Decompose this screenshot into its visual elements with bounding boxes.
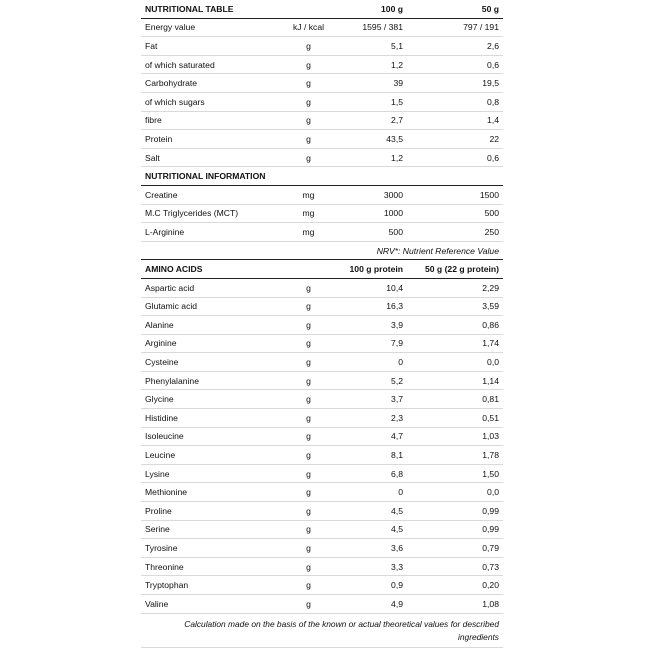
value-100g: 1,5 bbox=[391, 96, 403, 107]
value-100g: 4,9 bbox=[391, 598, 403, 609]
nutrient-name: M.C Triglycerides (MCT) bbox=[145, 208, 239, 219]
unit-cell: g bbox=[306, 431, 311, 442]
table-row bbox=[141, 539, 503, 558]
nutrient-name: of which saturated bbox=[145, 59, 215, 70]
table-row bbox=[141, 93, 503, 112]
table-row bbox=[141, 558, 503, 577]
unit-cell: g bbox=[306, 394, 311, 405]
unit-cell: g bbox=[306, 450, 311, 461]
value-100g: 7,9 bbox=[391, 338, 403, 349]
value-100g: 3,3 bbox=[391, 561, 403, 572]
nutrient-name: Arginine bbox=[145, 338, 177, 349]
value-100g: 1,2 bbox=[391, 152, 403, 163]
nrv-note-row bbox=[141, 242, 503, 261]
unit-cell: g bbox=[306, 543, 311, 554]
nutrient-name: Salt bbox=[145, 152, 160, 163]
nutrient-name: of which sugars bbox=[145, 96, 205, 107]
unit-cell: g bbox=[306, 282, 311, 293]
table-row bbox=[141, 112, 503, 131]
value-50g: 250 bbox=[484, 226, 499, 237]
value-100g: 0,9 bbox=[391, 580, 403, 591]
table-row bbox=[141, 483, 503, 502]
value-100g: 5,1 bbox=[391, 40, 403, 51]
nutrient-name: fibre bbox=[145, 115, 162, 126]
table-row bbox=[141, 353, 503, 372]
table-row bbox=[141, 372, 503, 391]
value-50g: 500 bbox=[484, 208, 499, 219]
value-100g: 5,2 bbox=[391, 375, 403, 386]
value-100g: 39 bbox=[393, 78, 403, 89]
nutrition-table bbox=[141, 0, 503, 644]
nutritional-information-header bbox=[141, 167, 503, 186]
value-50g: 0,73 bbox=[482, 561, 499, 572]
amino-acids-header bbox=[141, 260, 503, 279]
table-row bbox=[141, 521, 503, 540]
value-50g: 1,4 bbox=[487, 115, 499, 126]
value-50g: 0,0 bbox=[487, 357, 499, 368]
unit-cell: g bbox=[306, 357, 311, 368]
value-100g: 3,7 bbox=[391, 394, 403, 405]
value-100g: 0 bbox=[398, 487, 403, 498]
footnote: Calculation made on the basis of the known or actual theoretical values for described ingredients bbox=[184, 618, 499, 642]
table-row bbox=[141, 56, 503, 75]
unit-cell: g bbox=[306, 301, 311, 312]
value-100g: 3,6 bbox=[391, 543, 403, 554]
value-100g: 1,2 bbox=[391, 59, 403, 70]
unit-cell: g bbox=[306, 96, 311, 107]
table-row bbox=[141, 130, 503, 149]
value-50g: 0,86 bbox=[482, 319, 499, 330]
unit-cell: g bbox=[306, 59, 311, 70]
unit-cell: g bbox=[306, 487, 311, 498]
value-50g: 0,6 bbox=[487, 152, 499, 163]
value-50g: 1,08 bbox=[482, 598, 499, 609]
value-50g: 0,99 bbox=[482, 505, 499, 516]
column-header-50g: 50 g bbox=[481, 3, 499, 14]
value-50g: 3,59 bbox=[482, 301, 499, 312]
table-row bbox=[141, 186, 503, 205]
unit-cell: g bbox=[306, 319, 311, 330]
nutrient-name: Threonine bbox=[145, 561, 184, 572]
value-50g: 0,81 bbox=[482, 394, 499, 405]
nutrient-name: L-Arginine bbox=[145, 226, 185, 237]
value-50g: 1500 bbox=[479, 189, 499, 200]
value-50g: 2,29 bbox=[482, 282, 499, 293]
unit-cell: g bbox=[306, 133, 311, 144]
value-50g: 1,14 bbox=[482, 375, 499, 386]
nutrient-name: Carbohydrate bbox=[145, 78, 198, 89]
value-50g: 0,51 bbox=[482, 412, 499, 423]
amino-acids-rows bbox=[141, 279, 503, 614]
unit-cell: g bbox=[306, 505, 311, 516]
value-100g: 3,9 bbox=[391, 319, 403, 330]
nutrient-name: Glycine bbox=[145, 394, 174, 405]
column-header-100g-protein: 100 g protein bbox=[349, 264, 403, 275]
unit-cell: g bbox=[306, 412, 311, 423]
table-row bbox=[141, 428, 503, 447]
table-row bbox=[141, 149, 503, 168]
value-50g: 0,8 bbox=[487, 96, 499, 107]
nutrient-name: Proline bbox=[145, 505, 172, 516]
unit-cell: mg bbox=[302, 208, 315, 219]
section-title: NUTRITIONAL TABLE bbox=[145, 3, 234, 14]
nutrient-name: Creatine bbox=[145, 189, 178, 200]
nutrient-name: Valine bbox=[145, 598, 169, 609]
table-row bbox=[141, 279, 503, 298]
nutrient-name: Aspartic acid bbox=[145, 282, 195, 293]
unit-cell: kJ / kcal bbox=[292, 22, 325, 33]
nutritional-information-rows bbox=[141, 186, 503, 242]
value-100g: 0 bbox=[398, 357, 403, 368]
unit-cell: g bbox=[306, 598, 311, 609]
nutrient-name: Fat bbox=[145, 40, 158, 51]
table-row bbox=[141, 19, 503, 38]
footnote-row bbox=[141, 614, 503, 644]
nutrient-name: Protein bbox=[145, 133, 173, 144]
table-row bbox=[141, 502, 503, 521]
value-50g: 1,03 bbox=[482, 431, 499, 442]
table-row bbox=[141, 335, 503, 354]
nutrient-name: Histidine bbox=[145, 412, 178, 423]
unit-cell: g bbox=[306, 115, 311, 126]
unit-cell: g bbox=[306, 152, 311, 163]
table-row bbox=[141, 37, 503, 56]
section-title: NUTRITIONAL INFORMATION bbox=[145, 171, 266, 182]
value-100g: 3000 bbox=[383, 189, 403, 200]
value-100g: 2,3 bbox=[391, 412, 403, 423]
unit-cell: mg bbox=[302, 189, 315, 200]
nutrient-name: Energy value bbox=[145, 22, 196, 33]
nutrient-name: Lysine bbox=[145, 468, 170, 479]
value-50g: 2,6 bbox=[487, 40, 499, 51]
table-row bbox=[141, 465, 503, 484]
value-100g: 1000 bbox=[383, 208, 403, 219]
nutrient-name: Cysteine bbox=[145, 357, 179, 368]
nutrient-name: Glutamic acid bbox=[145, 301, 198, 312]
value-100g: 16,3 bbox=[386, 301, 403, 312]
table-row bbox=[141, 390, 503, 409]
value-50g: 797 / 191 bbox=[463, 22, 499, 33]
section-title: AMINO ACIDS bbox=[145, 264, 203, 275]
value-100g: 2,7 bbox=[391, 115, 403, 126]
table-row bbox=[141, 74, 503, 93]
unit-cell: mg bbox=[302, 226, 315, 237]
value-100g: 4,5 bbox=[391, 505, 403, 516]
nutrient-name: Leucine bbox=[145, 450, 176, 461]
value-50g: 0,20 bbox=[482, 580, 499, 591]
value-50g: 0,6 bbox=[487, 59, 499, 70]
nutritional-table-header bbox=[141, 0, 503, 19]
table-row bbox=[141, 595, 503, 614]
nutrient-name: Tyrosine bbox=[145, 543, 178, 554]
nutritional-table-rows bbox=[141, 19, 503, 168]
unit-cell: g bbox=[306, 561, 311, 572]
nutrient-name: Alanine bbox=[145, 319, 174, 330]
table-row bbox=[141, 223, 503, 242]
value-100g: 1595 / 381 bbox=[362, 22, 403, 33]
table-row bbox=[141, 316, 503, 335]
nutrient-name: Phenylalanine bbox=[145, 375, 199, 386]
nrv-note: NRV*: Nutrient Reference Value bbox=[376, 245, 499, 256]
table-row bbox=[141, 205, 503, 224]
table-row bbox=[141, 409, 503, 428]
table-row bbox=[141, 576, 503, 595]
unit-cell: g bbox=[306, 375, 311, 386]
value-100g: 43,5 bbox=[386, 133, 403, 144]
value-50g: 1,50 bbox=[482, 468, 499, 479]
unit-cell: g bbox=[306, 338, 311, 349]
value-100g: 6,8 bbox=[391, 468, 403, 479]
nutrient-name: Isoleucine bbox=[145, 431, 184, 442]
value-50g: 1,74 bbox=[482, 338, 499, 349]
value-100g: 4,7 bbox=[391, 431, 403, 442]
divider bbox=[141, 647, 503, 648]
unit-cell: g bbox=[306, 580, 311, 591]
value-100g: 10,4 bbox=[386, 282, 403, 293]
value-50g: 22 bbox=[489, 133, 499, 144]
unit-cell: g bbox=[306, 468, 311, 479]
table-row bbox=[141, 446, 503, 465]
value-50g: 0,99 bbox=[482, 524, 499, 535]
value-100g: 8,1 bbox=[391, 450, 403, 461]
column-header-100g: 100 g bbox=[381, 3, 403, 14]
unit-cell: g bbox=[306, 78, 311, 89]
value-50g: 0,0 bbox=[487, 487, 499, 498]
value-100g: 500 bbox=[388, 226, 403, 237]
value-50g: 0,79 bbox=[482, 543, 499, 554]
unit-cell: g bbox=[306, 524, 311, 535]
column-header-50g-serving: 50 g (22 g protein) bbox=[424, 264, 499, 275]
nutrient-name: Tryptophan bbox=[145, 580, 189, 591]
unit-cell: g bbox=[306, 40, 311, 51]
value-100g: 4,5 bbox=[391, 524, 403, 535]
value-50g: 19,5 bbox=[482, 78, 499, 89]
nutrient-name: Serine bbox=[145, 524, 170, 535]
value-50g: 1,78 bbox=[482, 450, 499, 461]
nutrient-name: Methionine bbox=[145, 487, 188, 498]
table-row bbox=[141, 298, 503, 317]
